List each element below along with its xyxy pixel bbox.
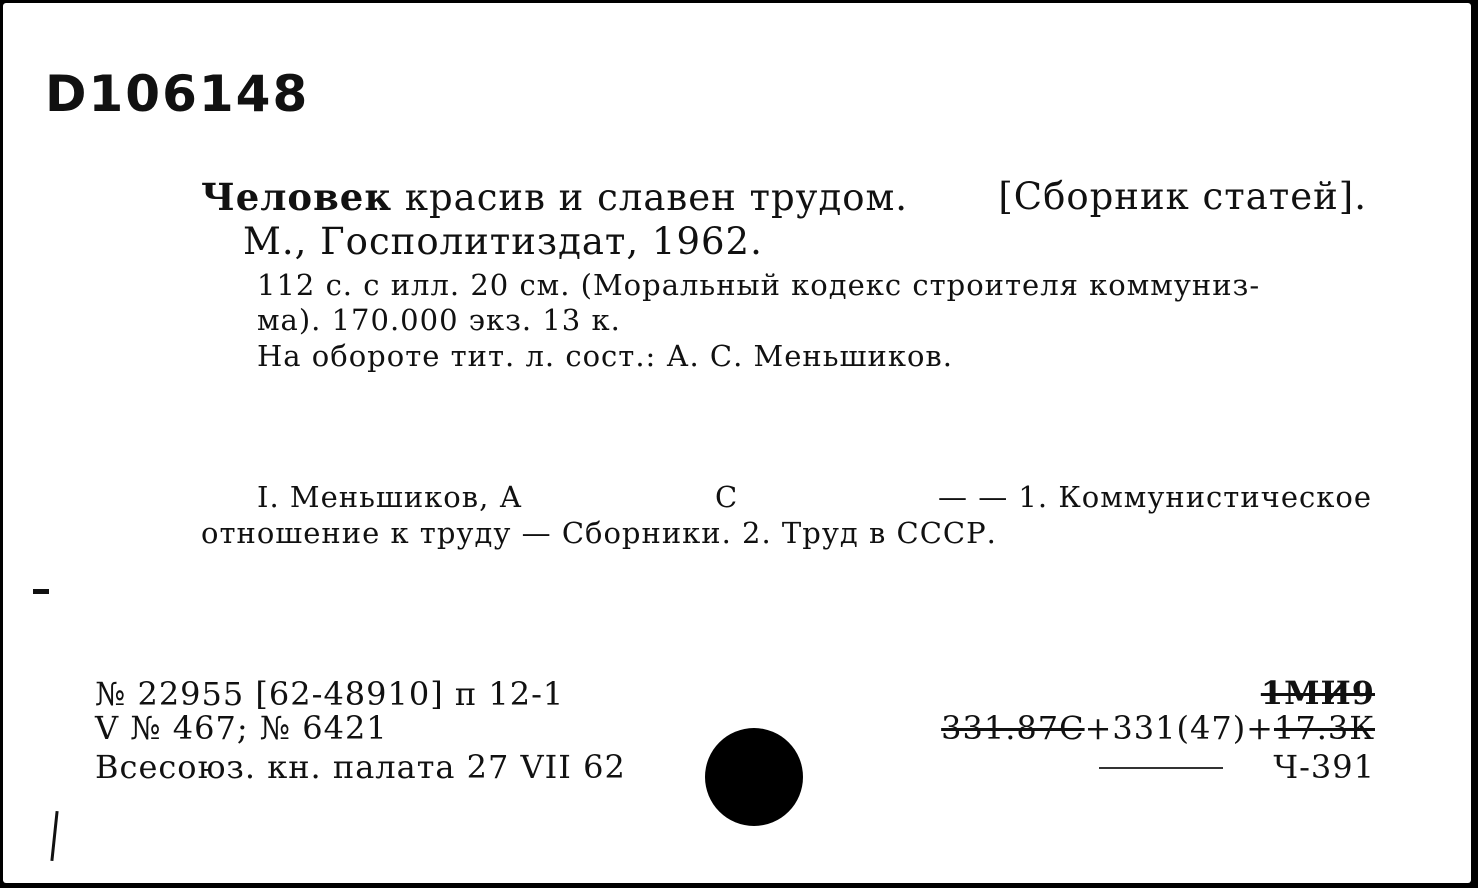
catalog-card [3, 3, 1471, 883]
class-mid: 331(47) [1112, 709, 1247, 747]
bracket-note: [Сборник статей]. [998, 175, 1367, 218]
punch-hole [705, 728, 803, 826]
tracing-name: I. Меньшиков, А [257, 480, 523, 514]
footer-record: № 22955 [62-48910] п 12-1 [95, 675, 565, 713]
class-struck-right: 17.3К [1273, 709, 1375, 747]
physical-description: 112 с. с илл. 20 см. (Моральный кодекс строителя коммуниз- [257, 268, 1261, 302]
class-struck-left: 331.87С [941, 709, 1085, 747]
call-number: D106148 [45, 65, 310, 123]
title-line [201, 175, 908, 219]
class-bottom: Ч-391 [1273, 748, 1375, 786]
stray-mark [50, 811, 58, 861]
tracing-initial: С [715, 480, 739, 514]
footer-issuer: Всесоюз. кн. палата 27 VII 62 [95, 748, 626, 786]
imprint: М., Госполитиздат, 1962. [243, 220, 763, 263]
tracing-line [257, 480, 1372, 514]
tracing-line-2: отношение к труду — Сборники. 2. Труд в СССР. [201, 516, 997, 550]
class-top-struck: 1МИ9 [1260, 674, 1375, 712]
class-plus-2: + [1246, 709, 1274, 747]
compiler-note: На обороте тит. л. сост.: А. С. Меньшиков. [257, 339, 953, 373]
physical-description-cont: ма). 170.000 экз. 13 к. [257, 303, 621, 337]
class-line [941, 709, 1375, 747]
footer-copy: V № 467; № 6421 [95, 709, 388, 747]
title-text: красив и славен трудом. [404, 176, 909, 219]
main-heading: Человек [201, 175, 393, 219]
stray-mark [33, 589, 49, 594]
scribble-line [1099, 767, 1223, 769]
class-plus-1: + [1084, 709, 1113, 747]
tracing-subject: — — 1. Коммунистическое [938, 480, 1372, 514]
